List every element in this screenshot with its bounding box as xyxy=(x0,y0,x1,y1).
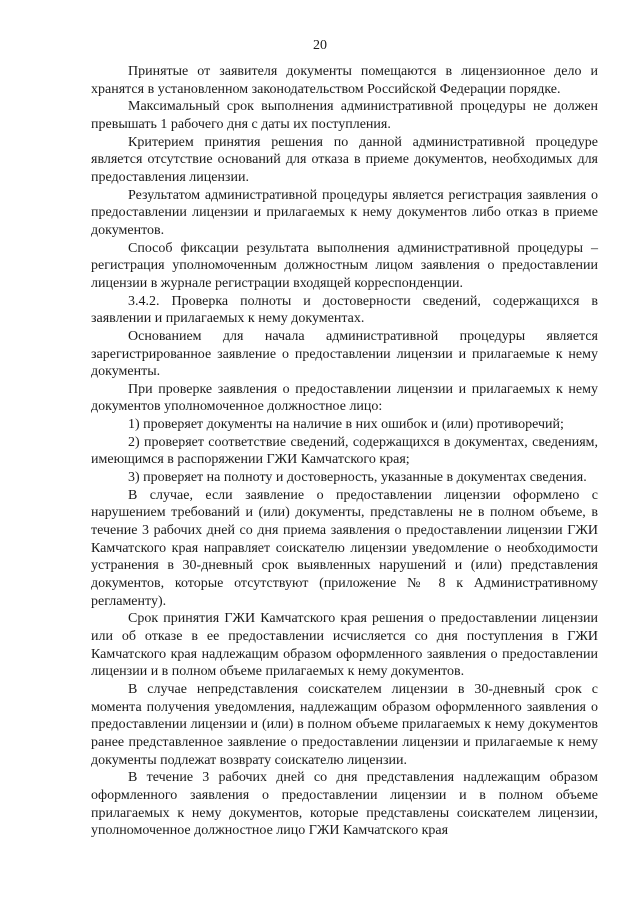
paragraph: В течение 3 рабочих дней со дня представления надлежащим образом оформленного заявления о предоставлении лицензии и в полном объеме прилагаемых к нему документов, которые представлены соискателем лицензии, уполномоченное должностное лицо ГЖИ Камчатского края xyxy=(91,770,598,839)
paragraph: Способ фиксации результата выполнения административной процедуры – регистрация уполномоченным должностным лицом заявления о предоставлении лицензии в журнале регистрации входящей корреспонденции. xyxy=(91,240,598,291)
document-body xyxy=(91,63,598,840)
section-heading: 3.4.2. Проверка полноты и достоверности сведений, содержащихся в заявлении и прилагаемых к нему документах. xyxy=(91,293,598,327)
list-item: 2) проверяет соответствие сведений, содержащихся в документах, сведениям, имеющимся в распоряжении ГЖИ Камчатского края; xyxy=(91,434,598,468)
paragraph: Принятые от заявителя документы помещаются в лицензионное дело и хранятся в установленном законодательством Российской Федерации порядке. xyxy=(91,64,598,97)
paragraph: В случае, если заявление о предоставлении лицензии оформлено с нарушением требований и (или) документы, представлены не в полном объеме, в течение 3 рабочих дней со дня приема заявления о предоставлении лицензии ГЖИ Камчатского края направляет соискателю лицензии уведомление о необходимости устранения в 30-дневный срок выявленных нарушений и (или) представления документов, которые отсутствуют (приложение № 8 к Административному регламенту). xyxy=(91,487,598,609)
paragraph: Критерием принятия решения по данной административной процедуре является отсутствие оснований для отказа в приеме документов, необходимых для предоставления лицензии. xyxy=(91,134,598,185)
paragraph: Срок принятия ГЖИ Камчатского края решения о предоставлении лицензии или об отказе в ее предоставлении исчисляется со дня поступления в ГЖИ Камчатского края надлежащим образом оформленного заявления о предоставлении лицензии и в полном объеме прилагаемых к нему документов. xyxy=(91,611,598,680)
paragraph: Основанием для начала административной процедуры является зарегистрированное заявление о предоставлении лицензии и прилагаемые к нему документы. xyxy=(91,328,598,380)
paragraph: В случае непредставления соискателем лицензии в 30-дневный срок с момента получения уведомления, надлежащим образом оформленного заявления о предоставлении лицензии и (или) в полном объеме прилагаемых к нему документов ранее представленное заявление о предоставлении лицензии и прилагаемые к нему документы подлежат возврату соискателю лицензии. xyxy=(91,681,598,768)
page-number: 20 xyxy=(313,38,327,53)
paragraph: Результатом административной процедуры является регистрация заявления о предоставлении лицензии и прилагаемых к нему документов либо отказ в приеме документов. xyxy=(91,187,598,238)
paragraph: При проверке заявления о предоставлении лицензии и прилагаемых к нему документов уполномоченное должностное лицо: xyxy=(91,381,598,415)
list-item: 3) проверяет на полноту и достоверность, указанные в документах сведения. xyxy=(128,470,587,486)
paragraph: Максимальный срок выполнения административной процедуры не должен превышать 1 рабочего дня с даты их поступления. xyxy=(91,99,598,132)
list-item: 1) проверяет документы на наличие в них ошибок и (или) противоречий; xyxy=(128,417,564,433)
